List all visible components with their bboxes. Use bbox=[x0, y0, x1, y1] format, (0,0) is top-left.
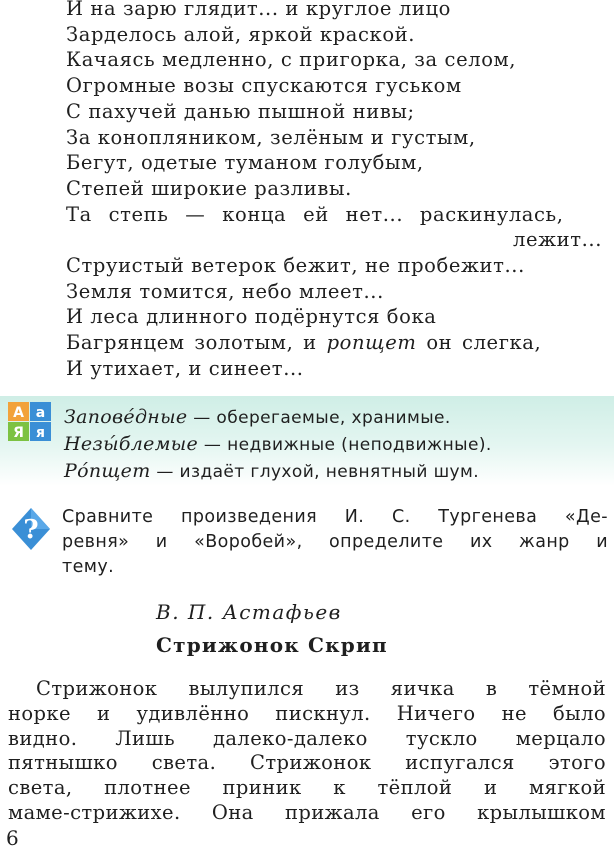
story-line: света, плотнее приник к тёплой и мягкой bbox=[8, 776, 606, 800]
svg-text:Я: Я bbox=[13, 425, 24, 441]
author-name: В. П. Астафьев bbox=[156, 600, 342, 624]
poem-line bbox=[66, 330, 606, 356]
story-line: Стрижонок вылупился из яичка в тёмной bbox=[36, 677, 606, 700]
story-text bbox=[8, 677, 606, 826]
glossary-definition: — издаёт глухой, невнятный шум. bbox=[150, 462, 480, 482]
story-line: пятнышко света. Стрижонок испугался этого bbox=[8, 751, 606, 775]
glossary-item bbox=[64, 404, 604, 431]
question-line: Сравните произведения И. С. Тургенева «Де- bbox=[62, 507, 608, 527]
poem-line-part: Багрянцем золотым, и bbox=[66, 331, 327, 355]
poem-line-continuation: лежит... bbox=[512, 228, 602, 252]
question-text bbox=[62, 505, 608, 580]
story-line: норке и удивлённо пискнул. Ничего не было bbox=[8, 701, 606, 725]
story-line: маме-стрижихе. Она прижала его крылышком bbox=[8, 800, 606, 824]
poem-line: Земля томится, небо млеет... bbox=[66, 279, 384, 303]
svg-text:А: А bbox=[13, 405, 24, 421]
poem-line: И на зарю глядит... и круглое лицо bbox=[66, 0, 451, 20]
glossary-term: Незы́блемые bbox=[64, 433, 199, 455]
story-line: видно. Лишь далеко-далеко тускло мерцало bbox=[8, 726, 606, 750]
svg-text:а: а bbox=[35, 405, 46, 421]
svg-text:?: ? bbox=[23, 515, 39, 545]
glossary-item bbox=[64, 431, 604, 458]
poem-line: За конопляником, зелёным и густым, bbox=[66, 125, 476, 149]
page-number: 6 bbox=[6, 826, 19, 850]
poem-line: Качаясь медленно, с пригорка, за селом, bbox=[66, 48, 517, 72]
poem-line: И утихает, и синеет... bbox=[66, 356, 304, 380]
alphabet-icon bbox=[8, 402, 52, 442]
poem-line: Зарделось алой, яркой краской. bbox=[66, 22, 416, 46]
poem-line: И леса длинного подёрнутся бока bbox=[66, 305, 437, 329]
question-icon bbox=[10, 506, 52, 554]
poem-line: Бегут, одетые туманом голубым, bbox=[66, 151, 424, 175]
poem-text bbox=[66, 0, 606, 382]
glossary-definition: — недвижные (неподвижные). bbox=[198, 435, 492, 455]
glossary-list bbox=[64, 404, 604, 485]
svg-text:я: я bbox=[36, 425, 45, 441]
poem-line-part: он слегка, bbox=[416, 331, 542, 355]
story-title: Стрижонок Скрип bbox=[156, 633, 388, 657]
poem-italic-word: ропщет bbox=[326, 331, 417, 355]
poem-line: Огромные возы спускаются гуськом bbox=[66, 74, 462, 98]
glossary-term: Ро́пщет bbox=[64, 460, 151, 482]
glossary-term: Заповéдные bbox=[64, 406, 188, 428]
glossary-definition: — оберегаемые, хранимые. bbox=[187, 408, 451, 428]
glossary-item bbox=[64, 458, 604, 485]
poem-line: С пахучей данью пышной нивы; bbox=[66, 99, 415, 123]
question-line: ревня» и «Воробей», определите их жанр и bbox=[62, 532, 608, 552]
poem-line: Степей широкие разливы. bbox=[66, 176, 352, 200]
poem-line: Та степь — конца ей нет... раскинулась, bbox=[66, 202, 564, 226]
poem-line: Струистый ветерок бежит, не пробежит... bbox=[66, 254, 525, 278]
question-line: тему. bbox=[62, 557, 115, 577]
